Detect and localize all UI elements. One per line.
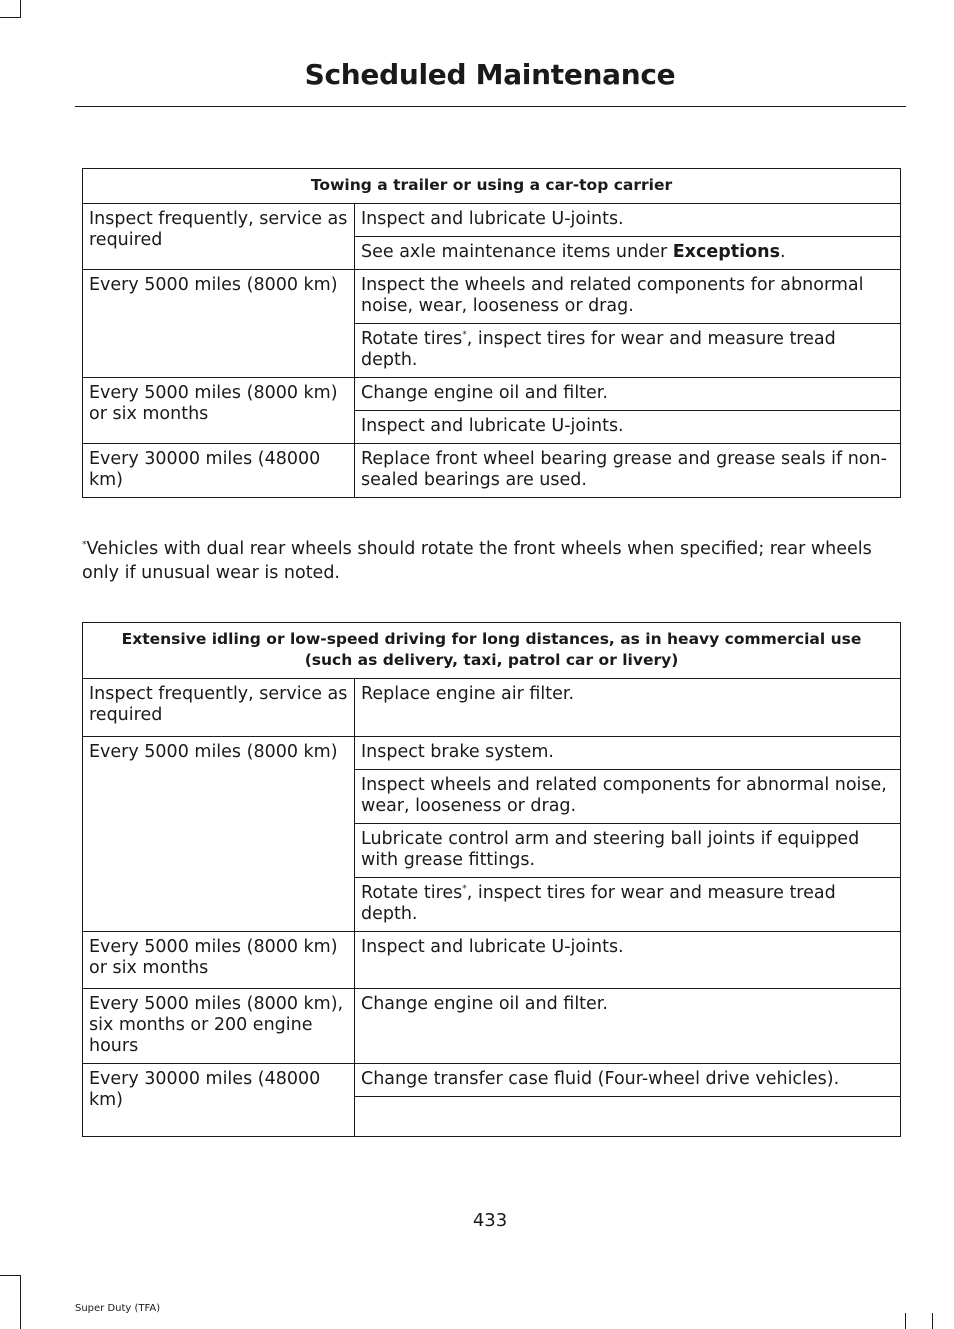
footnote-marker: *	[462, 330, 467, 341]
table-row	[83, 737, 901, 770]
table-row	[83, 679, 901, 737]
exceptions-reference: Exceptions	[672, 242, 780, 262]
task-text: Rotate tires	[361, 329, 463, 349]
crop-mark	[0, 1275, 20, 1276]
table-row	[83, 444, 901, 498]
task-cell: Inspect and lubricate U-joints.	[355, 204, 901, 237]
heading-line: Extensive idling or low-speed driving for long distances, as in heavy commercial use	[121, 630, 862, 648]
interval-cell: Every 30000 miles (48000 km)	[83, 444, 355, 498]
task-cell: Inspect and lubricate U-joints.	[355, 932, 901, 989]
task-cell: Inspect and lubricate U-joints.	[355, 411, 901, 444]
task-cell	[355, 324, 901, 378]
heading-line: (such as delivery, taxi, patrol car or livery)	[304, 651, 679, 669]
interval-cell: Every 30000 miles (48000 km)	[83, 1064, 355, 1137]
table-heading	[83, 623, 901, 679]
table-row	[83, 204, 901, 237]
table-row	[83, 989, 901, 1064]
interval-cell: Inspect frequently, service as required	[83, 679, 355, 737]
crop-mark	[20, 1275, 21, 1329]
task-cell: Inspect brake system.	[355, 737, 901, 770]
title-divider	[75, 106, 906, 107]
task-text: .	[780, 242, 786, 262]
task-text: See axle maintenance items under	[361, 242, 673, 262]
interval-cell: Every 5000 miles (8000 km)	[83, 270, 355, 378]
footnote-text: Vehicles with dual rear wheels should rotate the front wheels when specified; rear wheels only if unusual wear is noted.	[82, 539, 872, 583]
crop-mark	[905, 1313, 906, 1329]
task-cell: Inspect the wheels and related components for abnormal noise, wear, looseness or drag.	[355, 270, 901, 324]
page-number: 433	[472, 1210, 508, 1231]
crop-mark	[20, 0, 21, 18]
page-title: Scheduled Maintenance	[304, 58, 676, 91]
task-cell	[355, 1097, 901, 1137]
task-text: , inspect tires for wear and measure tread depth.	[361, 329, 836, 370]
interval-cell: Every 5000 miles (8000 km) or six months	[83, 932, 355, 989]
task-cell: Change engine oil and filter.	[355, 989, 901, 1064]
crop-mark	[0, 17, 20, 18]
table-heading-row	[83, 169, 901, 204]
footnote-marker: *	[82, 540, 87, 551]
interval-cell: Every 5000 miles (8000 km) or six months	[83, 378, 355, 444]
task-text: , inspect tires for wear and measure tread depth.	[361, 883, 836, 924]
table-heading-row	[83, 623, 901, 679]
towing-maintenance-table	[82, 168, 901, 498]
task-cell: Inspect wheels and related components for abnormal noise, wear, looseness or drag.	[355, 770, 901, 824]
page-break-mask	[0, 1146, 954, 1206]
table-heading: Towing a trailer or using a car-top carrier	[83, 169, 901, 204]
task-cell: Change engine oil and filter.	[355, 378, 901, 411]
task-text: Rotate tires	[361, 883, 463, 903]
task-cell: Change transfer case fluid (Four-wheel drive vehicles).	[355, 1064, 901, 1097]
task-cell	[355, 878, 901, 932]
task-cell: Lubricate control arm and steering ball joints if equipped with grease fittings.	[355, 824, 901, 878]
task-cell: Replace front wheel bearing grease and grease seals if non-sealed bearings are used.	[355, 444, 901, 498]
table-row	[83, 1064, 901, 1097]
task-cell	[355, 237, 901, 270]
interval-cell: Every 5000 miles (8000 km)	[83, 737, 355, 932]
footnote	[82, 537, 904, 585]
idling-maintenance-table	[82, 622, 901, 1137]
table-row	[83, 932, 901, 989]
interval-cell: Inspect frequently, service as required	[83, 204, 355, 270]
table-row	[83, 270, 901, 324]
footnote-marker: *	[462, 884, 467, 895]
task-cell: Replace engine air filter.	[355, 679, 901, 737]
footer-model: Super Duty (TFA)	[75, 1303, 161, 1314]
crop-mark	[932, 1313, 933, 1329]
interval-cell: Every 5000 miles (8000 km), six months or 200 engine hours	[83, 989, 355, 1064]
table-row	[83, 378, 901, 411]
